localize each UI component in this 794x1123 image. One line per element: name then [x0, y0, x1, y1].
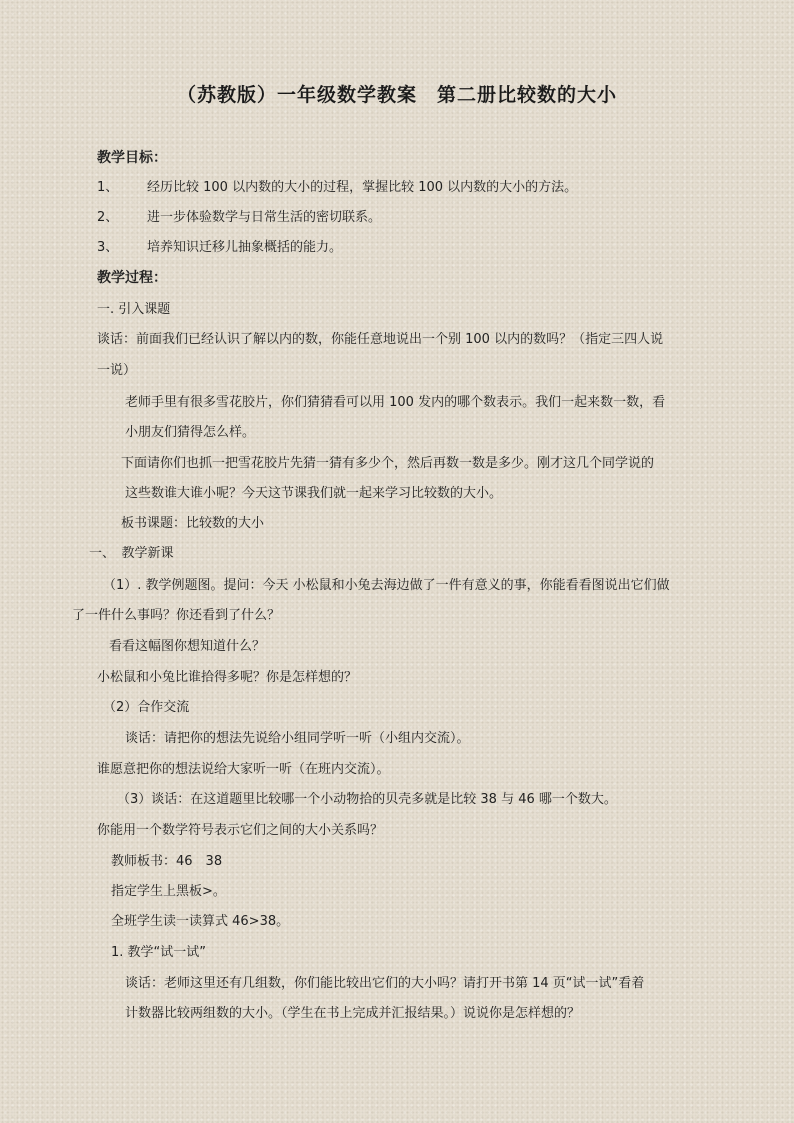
goal-item-3 [97, 240, 342, 256]
paragraph-line: 小松鼠和小兔比谁拾得多呢？你是怎样想的？ [97, 670, 358, 685]
goal-item-2 [97, 210, 381, 226]
process-heading: 教学过程： [97, 270, 167, 286]
paragraph-line: 小朋友们猜得怎么样。 [125, 425, 256, 440]
goal-item-1 [97, 180, 577, 196]
paragraph-line: 一. 引入课题 [97, 302, 171, 317]
paragraph-line: 指定学生上黑板>。 [111, 884, 226, 899]
paragraph-line: 看看这幅图你想知道什么？ [109, 639, 266, 654]
goal-text: 培养知识迁移儿抽象概括的能力。 [147, 240, 343, 255]
goal-number: 1、 [97, 180, 119, 195]
paragraph-line: 谈话：请把你的想法先说给小组同学听一听（小组内交流）。 [125, 731, 470, 746]
paragraph-line: 板书课题：比较数的大小 [121, 516, 265, 531]
paragraph-line: 1. 教学“试一试” [111, 945, 207, 960]
paragraph-line: 老师手里有很多雪花胶片，你们猜猜看可以用 100 发内的哪个数表示。我们一起来数一数，看 [125, 395, 666, 410]
paragraph-line: 谈话：前面我们已经认识了解以内的数，你能任意地说出一个别 100 以内的数吗？（指定三四人说 [97, 332, 664, 347]
paragraph-line: 谈话：老师这里还有几组数，你们能比较出它们的大小吗？请打开书第 14 页“试一试”看着 [125, 976, 645, 991]
paragraph-line: （3）谈话：在这道题里比较哪一个小动物拾的贝壳多就是比较 38 与 46 哪一个数大。 [117, 792, 617, 807]
paragraph-line: （2）合作交流 [103, 700, 190, 715]
paragraph-line: 全班学生读一读算式 46>38。 [111, 914, 290, 929]
document-title: （苏教版）一年级数学教案 第二册比较数的大小 [176, 84, 617, 106]
paragraph-line: 计数器比较两组数的大小。（学生在书上完成并汇报结果。）说说你是怎样想的？ [125, 1006, 581, 1021]
section-heading: 一、 教学新课 [89, 546, 174, 561]
paragraph-line: 了一件什么事吗？你还看到了什么？ [72, 608, 281, 623]
paragraph-line: （1）. 教学例题图。提问：今天 小松鼠和小兔去海边做了一件有意义的事，你能看看图说出它们做 [103, 578, 670, 593]
goal-text: 经历比较 100 以内数的大小的过程，掌握比较 100 以内数的大小的方法。 [147, 180, 578, 195]
paragraph-line: 下面请你们也抓一把雪花胶片先猜一猜有多少个，然后再数一数是多少。刚才这几个同学说的 [121, 456, 655, 471]
paragraph-line: 一说） [97, 363, 137, 378]
goal-text: 进一步体验数学与日常生活的密切联系。 [147, 210, 382, 225]
paragraph-line: 这些数谁大谁小呢？今天这节课我们就一起来学习比较数的大小。 [125, 486, 503, 501]
goals-heading: 教学目标： [97, 150, 167, 166]
goal-number: 2、 [97, 210, 119, 225]
goal-number: 3、 [97, 240, 119, 255]
paragraph-line: 教师板书：46 38 [111, 854, 223, 869]
paragraph-line: 谁愿意把你的想法说给大家听一听（在班内交流）。 [97, 762, 390, 777]
paragraph-line: 你能用一个数学符号表示它们之间的大小关系吗？ [97, 823, 384, 838]
